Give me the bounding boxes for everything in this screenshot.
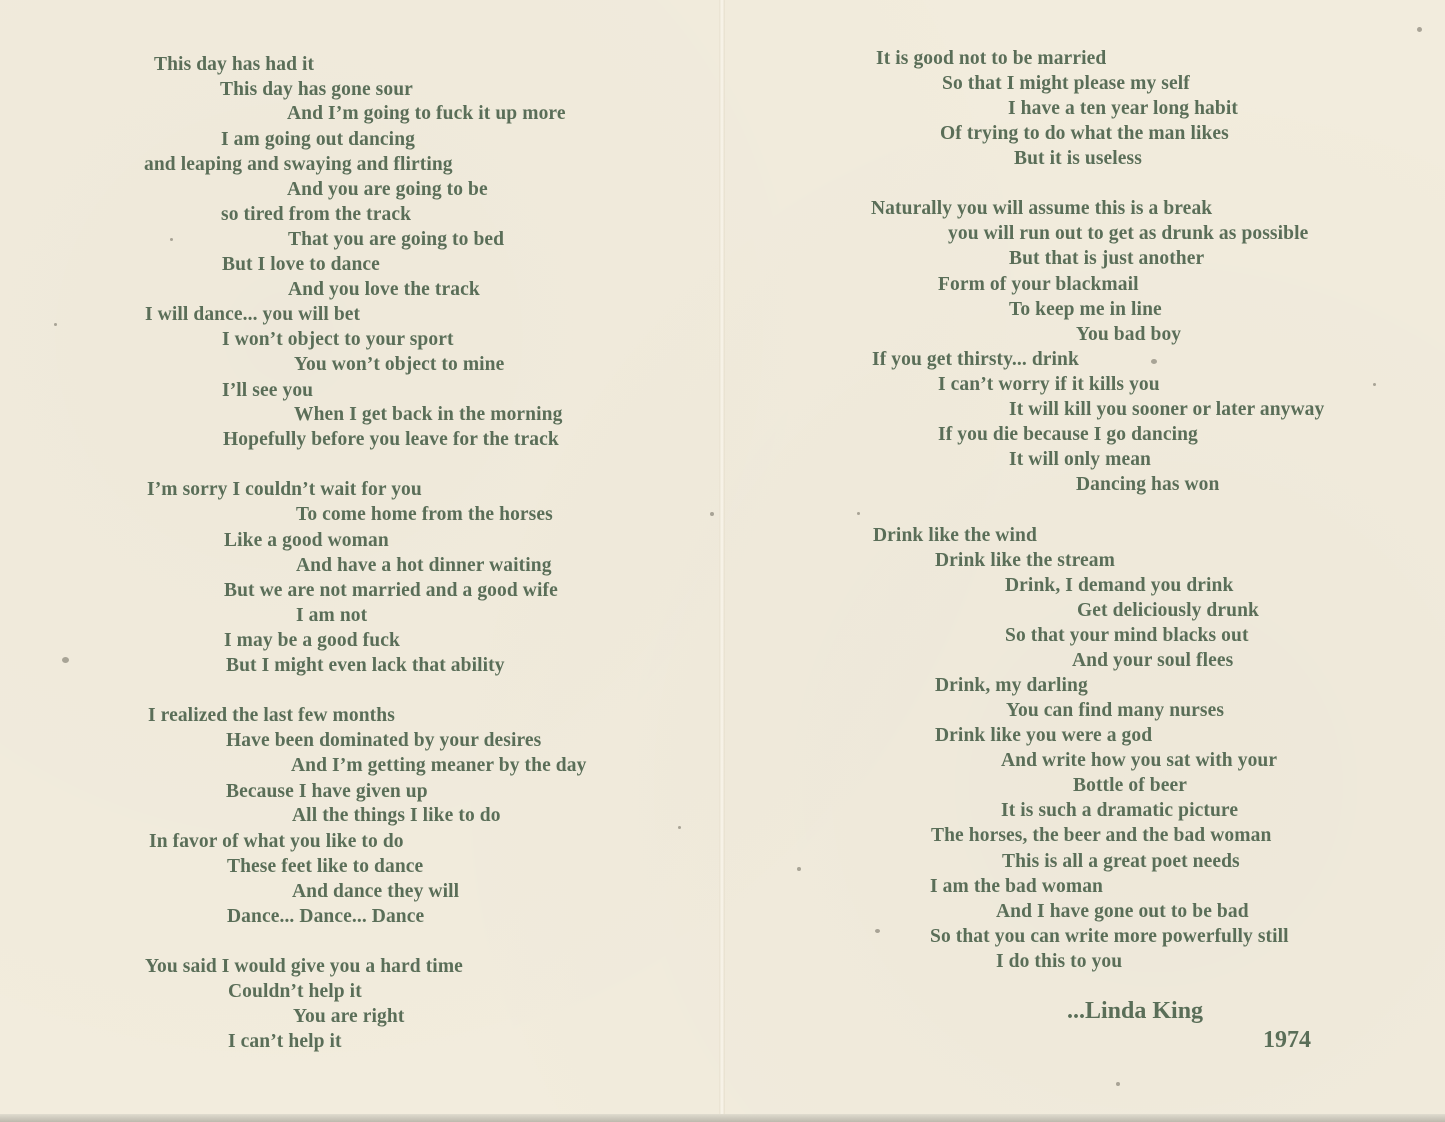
poem-line: Bottle of beer	[1073, 775, 1188, 796]
poem-line: Hopefully before you leave for the track	[223, 429, 559, 450]
poem-line: It will only mean	[1009, 449, 1151, 470]
poem-line: And you are going to be	[287, 179, 488, 200]
poem-line: You are right	[293, 1006, 405, 1027]
poem-line: I can’t help it	[228, 1031, 342, 1052]
poem-line: It is good not to be married	[876, 48, 1107, 69]
poem-line: I do this to you	[996, 951, 1123, 972]
poem-line: so tired from the track	[221, 204, 412, 225]
poem-line: And have a hot dinner waiting	[296, 555, 552, 576]
poem-line: I won’t object to your sport	[222, 329, 454, 350]
poem-line: I am the bad woman	[930, 876, 1103, 897]
poem-line: I’ll see you	[222, 380, 314, 401]
poem-line: I’m sorry I couldn’t wait for you	[147, 479, 422, 500]
paper-speck	[710, 512, 714, 516]
poem-line: If you die because I go dancing	[938, 424, 1198, 445]
poem-line: This is all a great poet needs	[1002, 851, 1240, 872]
author-signature: ...Linda King	[1067, 998, 1204, 1024]
poem-line: This day has gone sour	[220, 79, 413, 100]
paper-speck	[797, 867, 801, 871]
poem-line: That you are going to bed	[288, 229, 505, 250]
poem-year: 1974	[1263, 1027, 1311, 1053]
paper-speck	[678, 826, 681, 829]
poem-line: Get deliciously drunk	[1077, 600, 1259, 621]
poem-line: I may be a good fuck	[224, 630, 400, 651]
paper-speck	[857, 512, 860, 515]
poem-line: I am going out dancing	[221, 129, 415, 150]
poem-line: So that your mind blacks out	[1005, 625, 1249, 646]
poem-line: You can find many nurses	[1006, 700, 1225, 721]
poem-line: In favor of what you like to do	[149, 831, 404, 852]
poem-line: I am not	[296, 605, 368, 626]
poem-line: And I have gone out to be bad	[996, 901, 1249, 922]
poem-line: If you get thirsty... drink	[872, 349, 1079, 370]
poem-line: I have a ten year long habit	[1008, 98, 1238, 119]
poem-line: And I’m getting meaner by the day	[291, 755, 587, 776]
paper-speck	[54, 323, 57, 326]
poem-line: This day has had it	[154, 54, 315, 75]
paper-speck	[1151, 359, 1157, 364]
poem-line: Drink like the stream	[935, 550, 1115, 571]
poem-line: And you love the track	[288, 279, 480, 300]
poem-line: Form of your blackmail	[938, 274, 1139, 295]
paper-speck	[1373, 383, 1376, 386]
poem-line: Have been dominated by your desires	[226, 730, 542, 751]
poem-line: Couldn’t help it	[228, 981, 362, 1002]
poem-line: When I get back in the morning	[294, 404, 563, 425]
poem-line: Because I have given up	[226, 781, 428, 802]
poem-line: To keep me in line	[1009, 299, 1162, 320]
page-bottom-edge	[0, 1114, 1445, 1122]
poem-line: These feet like to dance	[227, 856, 424, 877]
poem-line: And your soul flees	[1072, 650, 1234, 671]
poem-line: And write how you sat with your	[1001, 750, 1278, 771]
poem-line: It is such a dramatic picture	[1001, 800, 1239, 821]
poem-line: To come home from the horses	[296, 504, 553, 525]
poem-line: So that I might please my self	[942, 73, 1190, 94]
paper-speck	[1417, 27, 1422, 32]
poem-line: Drink like the wind	[873, 525, 1037, 546]
poem-line: You said I would give you a hard time	[145, 956, 463, 977]
poem-line: Drink like you were a god	[935, 725, 1153, 746]
poem-line: Drink, my darling	[935, 675, 1088, 696]
poem-line: Of trying to do what the man likes	[940, 123, 1229, 144]
poem-line: Drink, I demand you drink	[1005, 575, 1234, 596]
poem-line: All the things I like to do	[292, 805, 501, 826]
poem-line: But that is just another	[1009, 248, 1205, 269]
poem-line: But it is useless	[1014, 148, 1142, 169]
paper-speck	[62, 657, 69, 663]
poem-line: You bad boy	[1076, 324, 1182, 345]
poem-line: So that you can write more powerfully still	[930, 926, 1289, 947]
poem-line: But I might even lack that ability	[226, 655, 505, 676]
left-page	[0, 0, 719, 1122]
poem-line: But I love to dance	[222, 254, 380, 275]
poem-line: But we are not married and a good wife	[224, 580, 558, 601]
poem-line: Dance... Dance... Dance	[227, 906, 425, 927]
poem-line: Like a good woman	[224, 530, 389, 551]
poem-line: I will dance... you will bet	[145, 304, 361, 325]
poem-line: It will kill you sooner or later anyway	[1009, 399, 1325, 420]
poem-line: You won’t object to mine	[294, 354, 505, 375]
paper-speck	[875, 929, 880, 933]
poem-line: And dance they will	[292, 881, 460, 902]
poem-line: The horses, the beer and the bad woman	[931, 825, 1272, 846]
paper-speck	[170, 238, 173, 241]
paper-speck	[1116, 1082, 1120, 1086]
poem-line: Naturally you will assume this is a break	[871, 198, 1213, 219]
poem-line: I can’t worry if it kills you	[938, 374, 1160, 395]
poem-line: I realized the last few months	[148, 705, 395, 726]
poem-line: you will run out to get as drunk as possible	[948, 223, 1309, 244]
poem-line: Dancing has won	[1076, 474, 1220, 495]
poem-line: And I’m going to fuck it up more	[287, 103, 566, 124]
right-page	[725, 0, 1445, 1122]
poem-line: and leaping and swaying and flirting	[144, 154, 453, 175]
